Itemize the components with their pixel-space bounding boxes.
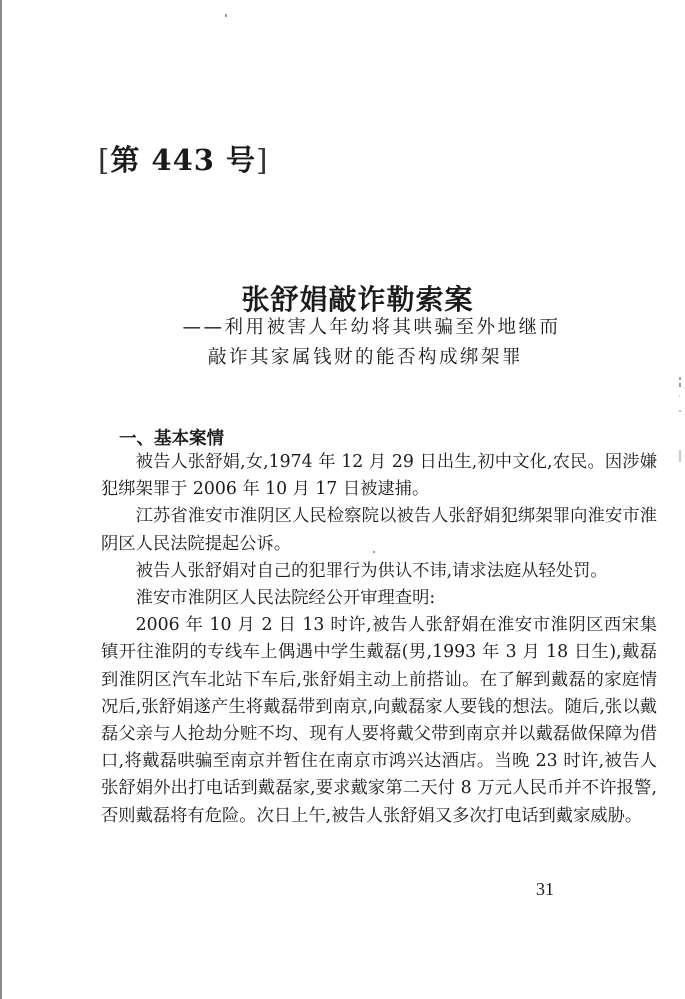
case-title: 张舒娟敲诈勒索案 <box>241 283 474 316</box>
case-number-close-bracket: ] <box>256 143 269 177</box>
section-heading: 一、基本案情 <box>119 429 224 449</box>
page-number: 31 <box>536 879 554 899</box>
scan-speck <box>679 395 680 397</box>
paragraph-defendant-info: 被告人张舒娟,女,1974 年 12 月 29 日出生,初中文化,农民。因涉嫌犯绑架罪于 2006 年 10 月 17 日被逮捕。 <box>101 452 657 500</box>
body-text <box>101 449 657 830</box>
paragraph-prosecution: 江苏省淮安市淮阴区人民检察院以被告人张舒娟犯绑架罪向淮安市淮阴区人民法院提起公诉。 <box>101 506 657 554</box>
scan-speck <box>225 14 227 17</box>
case-subtitle-line-2: 敲诈其家属钱财的能否构成绑架罪 <box>207 347 523 368</box>
scan-speck <box>679 377 681 380</box>
case-number-open-bracket: [ <box>98 143 111 177</box>
scan-speck <box>679 450 681 462</box>
scan-speck <box>679 410 681 412</box>
paragraph-defendant-plea: 被告人张舒娟对自己的犯罪行为供认不讳,请求法庭从轻处罚。 <box>135 560 608 581</box>
scan-speck <box>679 383 681 387</box>
paragraph-facts: 2006 年 10 月 2 日 13 时许,被告人张舒娟在淮安市淮阴区西宋集镇开往淮阴的专线车上偶遇中学生戴磊(男,1993 年 3 月 18 日生),戴磊到淮阴区汽车北站下车后,张舒娟主动上前搭讪。在了解到戴磊的家庭情况后,张舒娟遂产生将戴磊带到南京,向戴磊家人要钱的想法。随后,张以戴磊父亲与人抢劫分赃不均、现有人要将戴父带到南京并以戴磊做保障为借口,将戴磊哄骗至南京并暂住在南京市鸿兴达酒店。当晚 23 时许,被告人张舒娟外出打电话到戴磊家,要求戴家第二天付 8 万元人民币并不许报警,否则戴磊将有危险。次日上午,被告人张舒娟又多次打电话到戴家威胁。 <box>101 615 657 826</box>
case-number <box>98 138 268 179</box>
page-left-edge <box>0 0 2 999</box>
case-number-label: 第 443 号 <box>110 143 257 177</box>
case-subtitle-line-1: ——利用被害人年幼将其哄骗至外地继而 <box>182 317 561 338</box>
paragraph-court-findings-intro: 淮安市淮阴区人民法院经公开审理查明: <box>135 588 436 609</box>
